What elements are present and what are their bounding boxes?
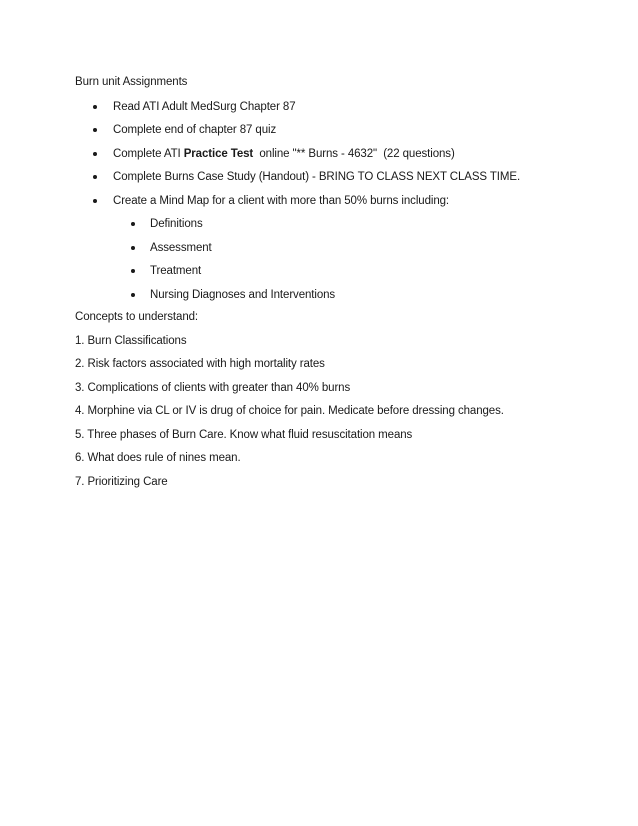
concept-item: 3. Complications of clients with greater than 40% burns xyxy=(75,382,351,394)
practice-test-label: Practice Test xyxy=(183,148,254,160)
concept-item: 5. Three phases of Burn Care. Know what fluid resuscitation means xyxy=(75,429,413,441)
bullet-icon xyxy=(93,175,97,179)
bullet-icon xyxy=(131,222,135,226)
sublist-item-text: Treatment xyxy=(150,265,202,277)
concept-item: 1. Burn Classifications xyxy=(75,335,187,347)
bullet-icon xyxy=(93,105,97,109)
concepts-heading: Concepts to understand: xyxy=(75,311,199,323)
list-item-text xyxy=(113,147,455,161)
bullet-icon xyxy=(93,152,97,156)
concept-item: 6. What does rule of nines mean. xyxy=(75,452,241,464)
bullet-icon xyxy=(93,199,97,203)
bullet-icon xyxy=(131,269,135,273)
list-item-text: Create a Mind Map for a client with more than 50% burns including: xyxy=(113,195,450,207)
list-item-text: Complete end of chapter 87 quiz xyxy=(113,124,277,136)
assignments-heading: Burn unit Assignments xyxy=(75,76,188,88)
list-item-text: Read ATI Adult MedSurg Chapter 87 xyxy=(113,101,296,113)
bullet-icon xyxy=(93,128,97,132)
concept-item: 7. Prioritizing Care xyxy=(75,476,168,488)
bullet-icon xyxy=(131,293,135,297)
concept-item: 4. Morphine via CL or IV is drug of choice for pain. Medicate before dressing changes. xyxy=(75,405,504,417)
bullet-icon xyxy=(131,246,135,250)
sublist-item-text: Nursing Diagnoses and Interventions xyxy=(150,289,336,301)
list-item-text: Complete Burns Case Study (Handout) - BRING TO CLASS NEXT CLASS TIME. xyxy=(113,171,521,183)
sublist-item-text: Assessment xyxy=(150,242,212,254)
concept-item: 2. Risk factors associated with high mortality rates xyxy=(75,358,325,370)
text-suffix: online "** Burns - 4632" (22 questions) xyxy=(253,148,455,160)
text-prefix: Complete ATI xyxy=(113,148,184,160)
sublist-item-text: Definitions xyxy=(150,218,203,230)
